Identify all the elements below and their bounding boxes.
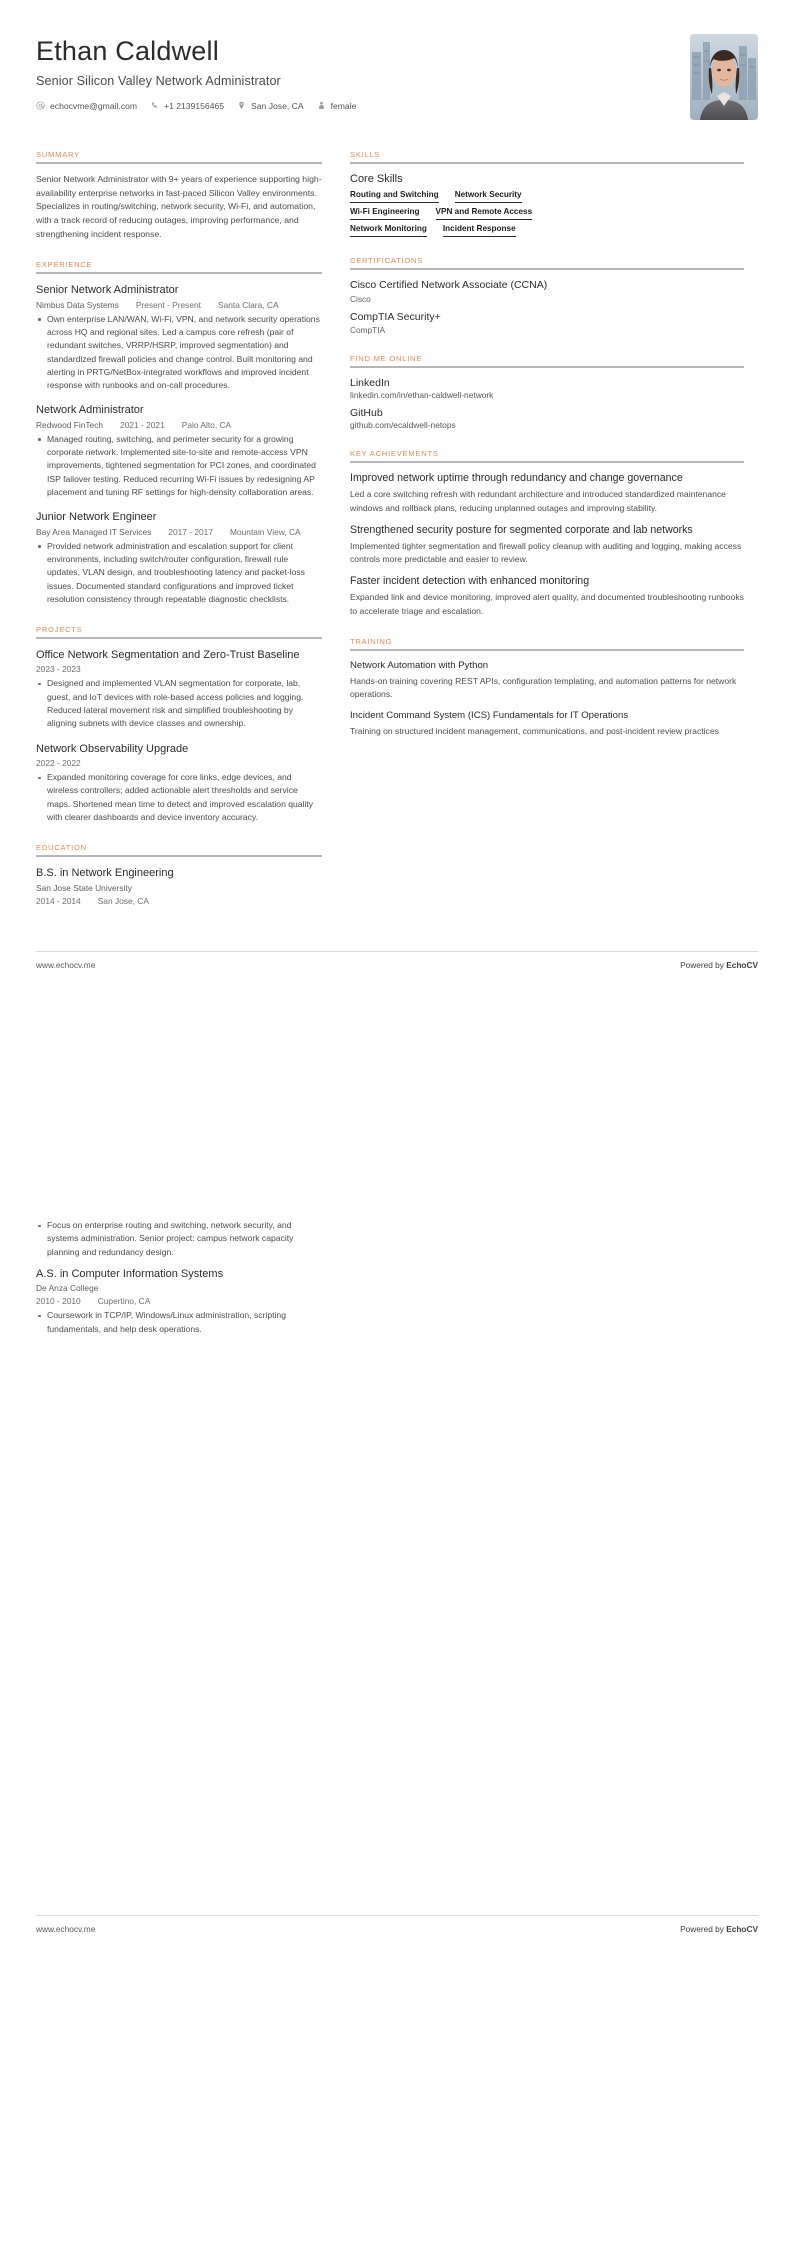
footer-powered-prefix: Powered by bbox=[680, 1923, 727, 1934]
experience-bullets bbox=[36, 540, 322, 607]
online-profile-url[interactable]: linkedin.com/in/ethan-caldwell-network bbox=[350, 390, 494, 401]
skill-row bbox=[350, 224, 744, 237]
education-bullets bbox=[36, 1309, 322, 1336]
skill-chip: Wi-Fi Engineering bbox=[350, 207, 420, 220]
avatar bbox=[690, 34, 758, 120]
section-heading-summary: SUMMARY bbox=[36, 150, 80, 159]
skills-group-name: Core Skills bbox=[350, 173, 403, 185]
skill-chip: Network Monitoring bbox=[350, 224, 427, 237]
project-dates: 2023 - 2023 bbox=[36, 664, 81, 675]
contact-gender bbox=[317, 101, 357, 111]
experience-location: Mountain View, CA bbox=[230, 526, 301, 537]
training-item bbox=[350, 660, 744, 702]
section-find-me-online bbox=[350, 354, 744, 430]
education-entry bbox=[36, 866, 322, 905]
contact-row bbox=[36, 101, 356, 111]
project-entry bbox=[36, 742, 322, 825]
experience-title: Senior Network Administrator bbox=[36, 284, 179, 297]
section-heading-key-achievements: KEY ACHIEVEMENTS bbox=[350, 449, 439, 459]
job-title: Senior Silicon Valley Network Administrator bbox=[36, 73, 281, 88]
experience-meta bbox=[36, 527, 322, 537]
project-entry bbox=[36, 648, 322, 731]
education-meta-dates bbox=[36, 1296, 322, 1306]
skill-rows bbox=[350, 190, 744, 237]
section-divider bbox=[36, 855, 322, 857]
education-school: De Anza College bbox=[36, 1283, 99, 1294]
online-profile-url[interactable]: github.com/ecaldwell-netops bbox=[350, 420, 456, 431]
phone-icon bbox=[150, 101, 159, 110]
achievement-title: Improved network uptime through redundancy and change governance bbox=[350, 472, 683, 485]
section-divider bbox=[350, 649, 744, 651]
contact-email-value: echocvme@gmail.com bbox=[50, 100, 138, 111]
experience-title: Junior Network Engineer bbox=[36, 511, 157, 524]
footer-site[interactable]: www.echocv.me bbox=[36, 1923, 96, 1934]
footer-brand-name: EchoCV bbox=[726, 959, 758, 970]
education-school: San Jose State University bbox=[36, 882, 132, 893]
section-summary bbox=[36, 150, 322, 241]
education-dates: 2010 - 2010 bbox=[36, 1296, 81, 1307]
experience-dates: 2017 - 2017 bbox=[168, 526, 214, 537]
skill-row bbox=[350, 190, 744, 203]
project-meta bbox=[36, 758, 322, 768]
section-divider bbox=[350, 162, 744, 164]
achievement-item bbox=[350, 524, 744, 567]
experience-location: Santa Clara, CA bbox=[218, 299, 279, 310]
project-bullets bbox=[36, 677, 322, 730]
skill-chip: Routing and Switching bbox=[350, 190, 439, 203]
certification-item bbox=[350, 311, 744, 336]
footer-brand-name: EchoCV bbox=[726, 1923, 758, 1934]
education-meta bbox=[36, 1283, 322, 1293]
summary-text: Senior Network Administrator with 9+ years of experience supporting high-availability enterprise networks in fast-paced Silicon Valley environments. Specializes in routing/switching, network security, Wi-Fi, and automation, with a track record of reducing outages, improving performance, and strengthening incident response. bbox=[36, 174, 322, 239]
experience-organization: Redwood FinTech bbox=[36, 419, 104, 430]
education-meta-dates bbox=[36, 896, 322, 906]
section-skills bbox=[350, 150, 744, 237]
avatar-image bbox=[690, 34, 758, 120]
section-divider bbox=[350, 268, 744, 270]
section-divider bbox=[36, 637, 322, 639]
experience-bullets bbox=[36, 313, 322, 393]
section-heading-find-me-online: FIND ME ONLINE bbox=[350, 354, 423, 364]
email-icon bbox=[36, 101, 45, 110]
experience-title: Network Administrator bbox=[36, 404, 144, 417]
achievement-description: Led a core switching refresh with redundant architecture and introduced standardized maintenance windows and rollback plans, reducing unplanned outages and improving stability. bbox=[350, 489, 726, 513]
certification-item bbox=[350, 279, 744, 304]
right-column bbox=[350, 150, 744, 757]
training-description: Training on structured incident management, communications, and post-incident review practices bbox=[350, 725, 719, 736]
list-item: Expanded monitoring coverage for core links, edge devices, and wireless controllers; added actionable alert thresholds and service maps. Shortened mean time to detect and improved escalation quality with clearer dashboards and device inventory accuracy. bbox=[36, 771, 322, 824]
list-item: Own enterprise LAN/WAN, Wi-Fi, VPN, and network security operations across HQ and regional sites. Led a campus core refresh (pair of redundant switches, VRRP/HSRP, improved segmentation) and standardized firewall policies and change control. Built monitoring and alerting in PRTG/NetBox-integrated workflows and improved incident response with runbooks and on-call procedures. bbox=[36, 313, 322, 393]
experience-meta bbox=[36, 300, 322, 310]
resume-page-2 bbox=[0, 1123, 794, 2246]
education-entry bbox=[36, 1267, 322, 1336]
footer-site[interactable]: www.echocv.me bbox=[36, 959, 96, 970]
online-profile-github[interactable] bbox=[350, 407, 744, 430]
resume-columns-page-2 bbox=[36, 1217, 758, 1355]
online-profile-label: LinkedIn bbox=[350, 377, 390, 390]
training-description: Hands-on training covering REST APIs, configuration templating, and automation patterns for network operations. bbox=[350, 676, 737, 700]
experience-entry bbox=[36, 403, 322, 499]
education-degree: B.S. in Network Engineering bbox=[36, 867, 174, 880]
page-title: Ethan Caldwell bbox=[36, 36, 219, 66]
project-dates: 2022 - 2022 bbox=[36, 758, 81, 769]
online-profile-linkedin[interactable] bbox=[350, 377, 744, 400]
section-divider bbox=[350, 461, 744, 463]
list-item: Provided network administration and escalation support for client environments, including switch/router configuration, firewall rule updates, VLAN design, and troubleshooting latency and packet-loss issues. Documented standard configurations and improved ticket resolution consistency through repeatable diagnostic checklists. bbox=[36, 540, 322, 607]
experience-organization: Bay Area Managed IT Services bbox=[36, 526, 152, 537]
header-left bbox=[36, 34, 356, 111]
education-location: San Jose, CA bbox=[97, 895, 149, 906]
achievement-title: Faster incident detection with enhanced monitoring bbox=[350, 575, 590, 588]
project-title: Office Network Segmentation and Zero-Trust Baseline bbox=[36, 649, 300, 662]
education-bullets bbox=[36, 1219, 322, 1259]
page-two-spacer bbox=[36, 1157, 758, 1193]
section-key-achievements bbox=[350, 449, 744, 618]
section-divider bbox=[350, 366, 744, 368]
list-item: Designed and implemented VLAN segmentation for corporate, lab, guest, and IoT devices with role-based access policies and logging. Reduced lateral movement risk and simplified troubleshooting by aligning subnets with device classes and ownership. bbox=[36, 677, 322, 730]
project-bullets bbox=[36, 771, 322, 824]
section-heading-skills: SKILLS bbox=[350, 150, 381, 159]
experience-bullets bbox=[36, 433, 322, 500]
section-heading-training: TRAINING bbox=[350, 637, 393, 647]
contact-email[interactable] bbox=[36, 101, 137, 111]
contact-phone-value: +1 2139156465 bbox=[164, 100, 225, 111]
contact-gender-value: female bbox=[330, 100, 357, 111]
list-item: Coursework in TCP/IP, Windows/Linux administration, scripting fundamentals, and help desk operations. bbox=[36, 1309, 322, 1336]
experience-meta bbox=[36, 420, 322, 430]
achievement-item bbox=[350, 575, 744, 618]
skill-chip: Incident Response bbox=[443, 224, 516, 237]
skill-chip: Network Security bbox=[455, 190, 522, 203]
online-profile-label: GitHub bbox=[350, 407, 383, 420]
experience-location: Palo Alto, CA bbox=[181, 419, 232, 430]
list-item: Managed routing, switching, and perimeter security for a growing corporate network. Implemented site-to-site and remote-access VPN improvements, tightened segmentation for PCI zones, and coordinated ISP failover testing. Reduced recurring Wi-Fi issues by redesigning AP placement and tuning RF settings for high-density collaboration areas. bbox=[36, 433, 322, 500]
section-heading-projects: PROJECTS bbox=[36, 625, 83, 635]
section-certifications bbox=[350, 256, 744, 335]
experience-dates: Present - Present bbox=[135, 299, 202, 310]
footer-powered-prefix: Powered by bbox=[680, 959, 727, 970]
experience-entry bbox=[36, 283, 322, 392]
list-item: Focus on enterprise routing and switching, network security, and systems administration. Senior project: campus network capacity planning and redundancy design. bbox=[36, 1219, 322, 1259]
page-footer bbox=[36, 951, 758, 970]
footer-brand bbox=[680, 1924, 758, 1934]
education-degree: A.S. in Computer Information Systems bbox=[36, 1267, 224, 1280]
section-projects bbox=[36, 625, 322, 824]
project-title: Network Observability Upgrade bbox=[36, 742, 189, 755]
achievement-item bbox=[350, 472, 744, 515]
experience-dates: 2021 - 2021 bbox=[120, 419, 165, 430]
skill-row bbox=[350, 207, 744, 220]
contact-phone[interactable] bbox=[150, 101, 224, 111]
certification-name: Cisco Certified Network Associate (CCNA) bbox=[350, 279, 548, 291]
achievement-description: Implemented tighter segmentation and firewall policy cleanup with auditing and logging, making access controls more predictable and easier to review. bbox=[350, 540, 742, 565]
achievement-description: Expanded link and device monitoring, improved alert quality, and documented troubleshooting runbooks to accelerate triage and escalation. bbox=[350, 592, 744, 616]
training-title: Incident Command System (ICS) Fundamentals for IT Operations bbox=[350, 709, 629, 721]
contact-location-value: San Jose, CA bbox=[251, 100, 304, 111]
training-item bbox=[350, 710, 744, 738]
certification-name: CompTIA Security+ bbox=[350, 310, 441, 323]
section-divider bbox=[36, 162, 322, 164]
certification-issuer: Cisco bbox=[350, 293, 371, 304]
project-meta bbox=[36, 664, 322, 674]
section-divider bbox=[36, 272, 322, 274]
training-title: Network Automation with Python bbox=[350, 660, 489, 672]
certification-issuer: CompTIA bbox=[350, 325, 386, 336]
left-column-page-2 bbox=[36, 1217, 322, 1355]
left-column bbox=[36, 150, 322, 925]
education-dates: 2014 - 2014 bbox=[36, 895, 81, 906]
education-location: Cupertino, CA bbox=[97, 1296, 151, 1307]
section-heading-certifications: CERTIFICATIONS bbox=[350, 256, 424, 265]
resume-header bbox=[36, 34, 758, 126]
contact-location bbox=[237, 101, 304, 111]
achievement-title: Strengthened security posture for segmented corporate and lab networks bbox=[350, 523, 693, 536]
section-experience bbox=[36, 260, 322, 606]
section-heading-experience: EXPERIENCE bbox=[36, 260, 93, 270]
section-heading-education: EDUCATION bbox=[36, 843, 87, 853]
experience-organization: Nimbus Data Systems bbox=[36, 299, 119, 310]
page-footer bbox=[36, 1915, 758, 1934]
experience-entry bbox=[36, 510, 322, 606]
location-pin-icon bbox=[237, 101, 246, 110]
education-meta bbox=[36, 883, 322, 893]
section-education-continued bbox=[36, 1219, 322, 1336]
footer-brand bbox=[680, 960, 758, 970]
resume-columns bbox=[36, 150, 758, 925]
section-training bbox=[350, 637, 744, 738]
person-icon bbox=[317, 101, 326, 110]
skill-chip: VPN and Remote Access bbox=[436, 207, 533, 220]
section-education bbox=[36, 843, 322, 905]
